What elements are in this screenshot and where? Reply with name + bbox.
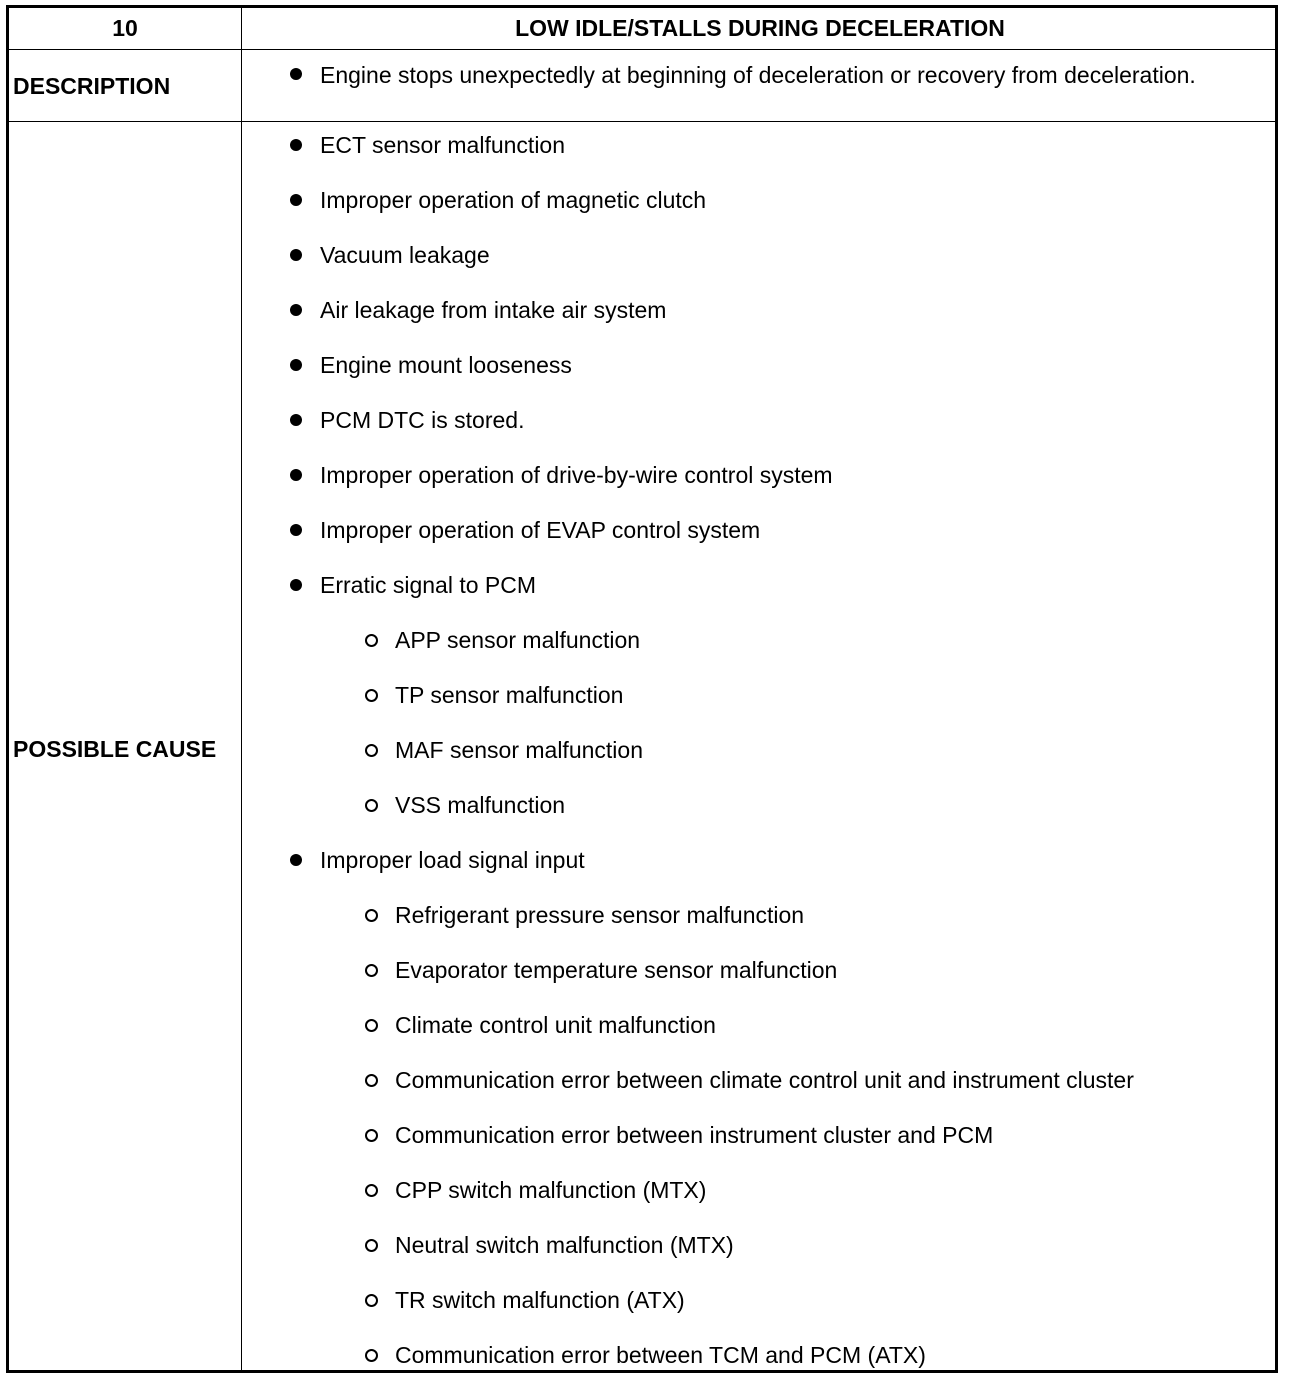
- bullet-dot-icon: [290, 249, 302, 261]
- cause-item: Improper operation of drive-by-wire control system: [320, 462, 833, 488]
- cause-item: Erratic signal to PCM: [320, 572, 537, 598]
- bullet-dot-icon: [290, 304, 302, 316]
- cause-subitem: MAF sensor malfunction: [395, 737, 643, 763]
- bullet-dot-icon: [290, 194, 302, 206]
- bullet-dot-icon: [290, 414, 302, 426]
- cause-subitem: TR switch malfunction (ATX): [395, 1287, 685, 1313]
- column-divider: [241, 8, 242, 1370]
- bullet-dot-icon: [290, 68, 302, 80]
- bullet-ring-icon: [365, 1349, 378, 1362]
- bullet-ring-icon: [365, 1184, 378, 1197]
- cause-subitem: VSS malfunction: [395, 792, 566, 818]
- bullet-ring-icon: [365, 1074, 378, 1087]
- bullet-ring-icon: [365, 799, 378, 812]
- cause-subitem: Refrigerant pressure sensor malfunction: [395, 902, 805, 928]
- bullet-ring-icon: [365, 1239, 378, 1252]
- symptom-title: LOW IDLE/STALLS DURING DECELERATION: [515, 15, 1005, 41]
- cause-item: Vacuum leakage: [320, 242, 490, 268]
- cause-subitem: Evaporator temperature sensor malfunction: [395, 957, 838, 983]
- bullet-ring-icon: [365, 744, 378, 757]
- bullet-dot-icon: [290, 854, 302, 866]
- cause-item: Air leakage from intake air system: [320, 297, 667, 323]
- row-divider-description: [9, 121, 1275, 122]
- bullet-ring-icon: [365, 1129, 378, 1142]
- cause-item: PCM DTC is stored.: [320, 407, 525, 433]
- bullet-dot-icon: [290, 359, 302, 371]
- cause-subitem: Communication error between TCM and PCM (ATX): [395, 1342, 926, 1368]
- cause-item: Improper load signal input: [320, 847, 585, 873]
- cause-item: Engine mount looseness: [320, 352, 572, 378]
- cause-subitem: Communication error between instrument cluster and PCM: [395, 1122, 994, 1148]
- cause-subitem: CPP switch malfunction (MTX): [395, 1177, 707, 1203]
- bullet-ring-icon: [365, 909, 378, 922]
- bullet-ring-icon: [365, 1294, 378, 1307]
- cause-subitem: TP sensor malfunction: [395, 682, 624, 708]
- bullet-dot-icon: [290, 469, 302, 481]
- bullet-ring-icon: [365, 964, 378, 977]
- cause-item: ECT sensor malfunction: [320, 132, 566, 158]
- cause-subitem: Climate control unit malfunction: [395, 1012, 716, 1038]
- bullet-ring-icon: [365, 1019, 378, 1032]
- cause-item: Improper operation of magnetic clutch: [320, 187, 707, 213]
- row-divider-header: [9, 49, 1275, 50]
- bullet-dot-icon: [290, 579, 302, 591]
- cause-subitem: Neutral switch malfunction (MTX): [395, 1232, 734, 1258]
- cause-item: Improper operation of EVAP control system: [320, 517, 761, 543]
- bullet-dot-icon: [290, 524, 302, 536]
- description-text: Engine stops unexpectedly at beginning of deceleration or recovery from deceleration.: [320, 62, 1196, 88]
- cause-subitem: Communication error between climate control unit and instrument cluster: [395, 1067, 1134, 1093]
- bullet-ring-icon: [365, 689, 378, 702]
- possible-cause-label: POSSIBLE CAUSE: [13, 736, 217, 762]
- description-label: DESCRIPTION: [13, 73, 171, 99]
- troubleshooting-table: [6, 5, 1278, 1373]
- symptom-number: 10: [112, 15, 138, 41]
- bullet-dot-icon: [290, 139, 302, 151]
- bullet-ring-icon: [365, 634, 378, 647]
- cause-subitem: APP sensor malfunction: [395, 627, 641, 653]
